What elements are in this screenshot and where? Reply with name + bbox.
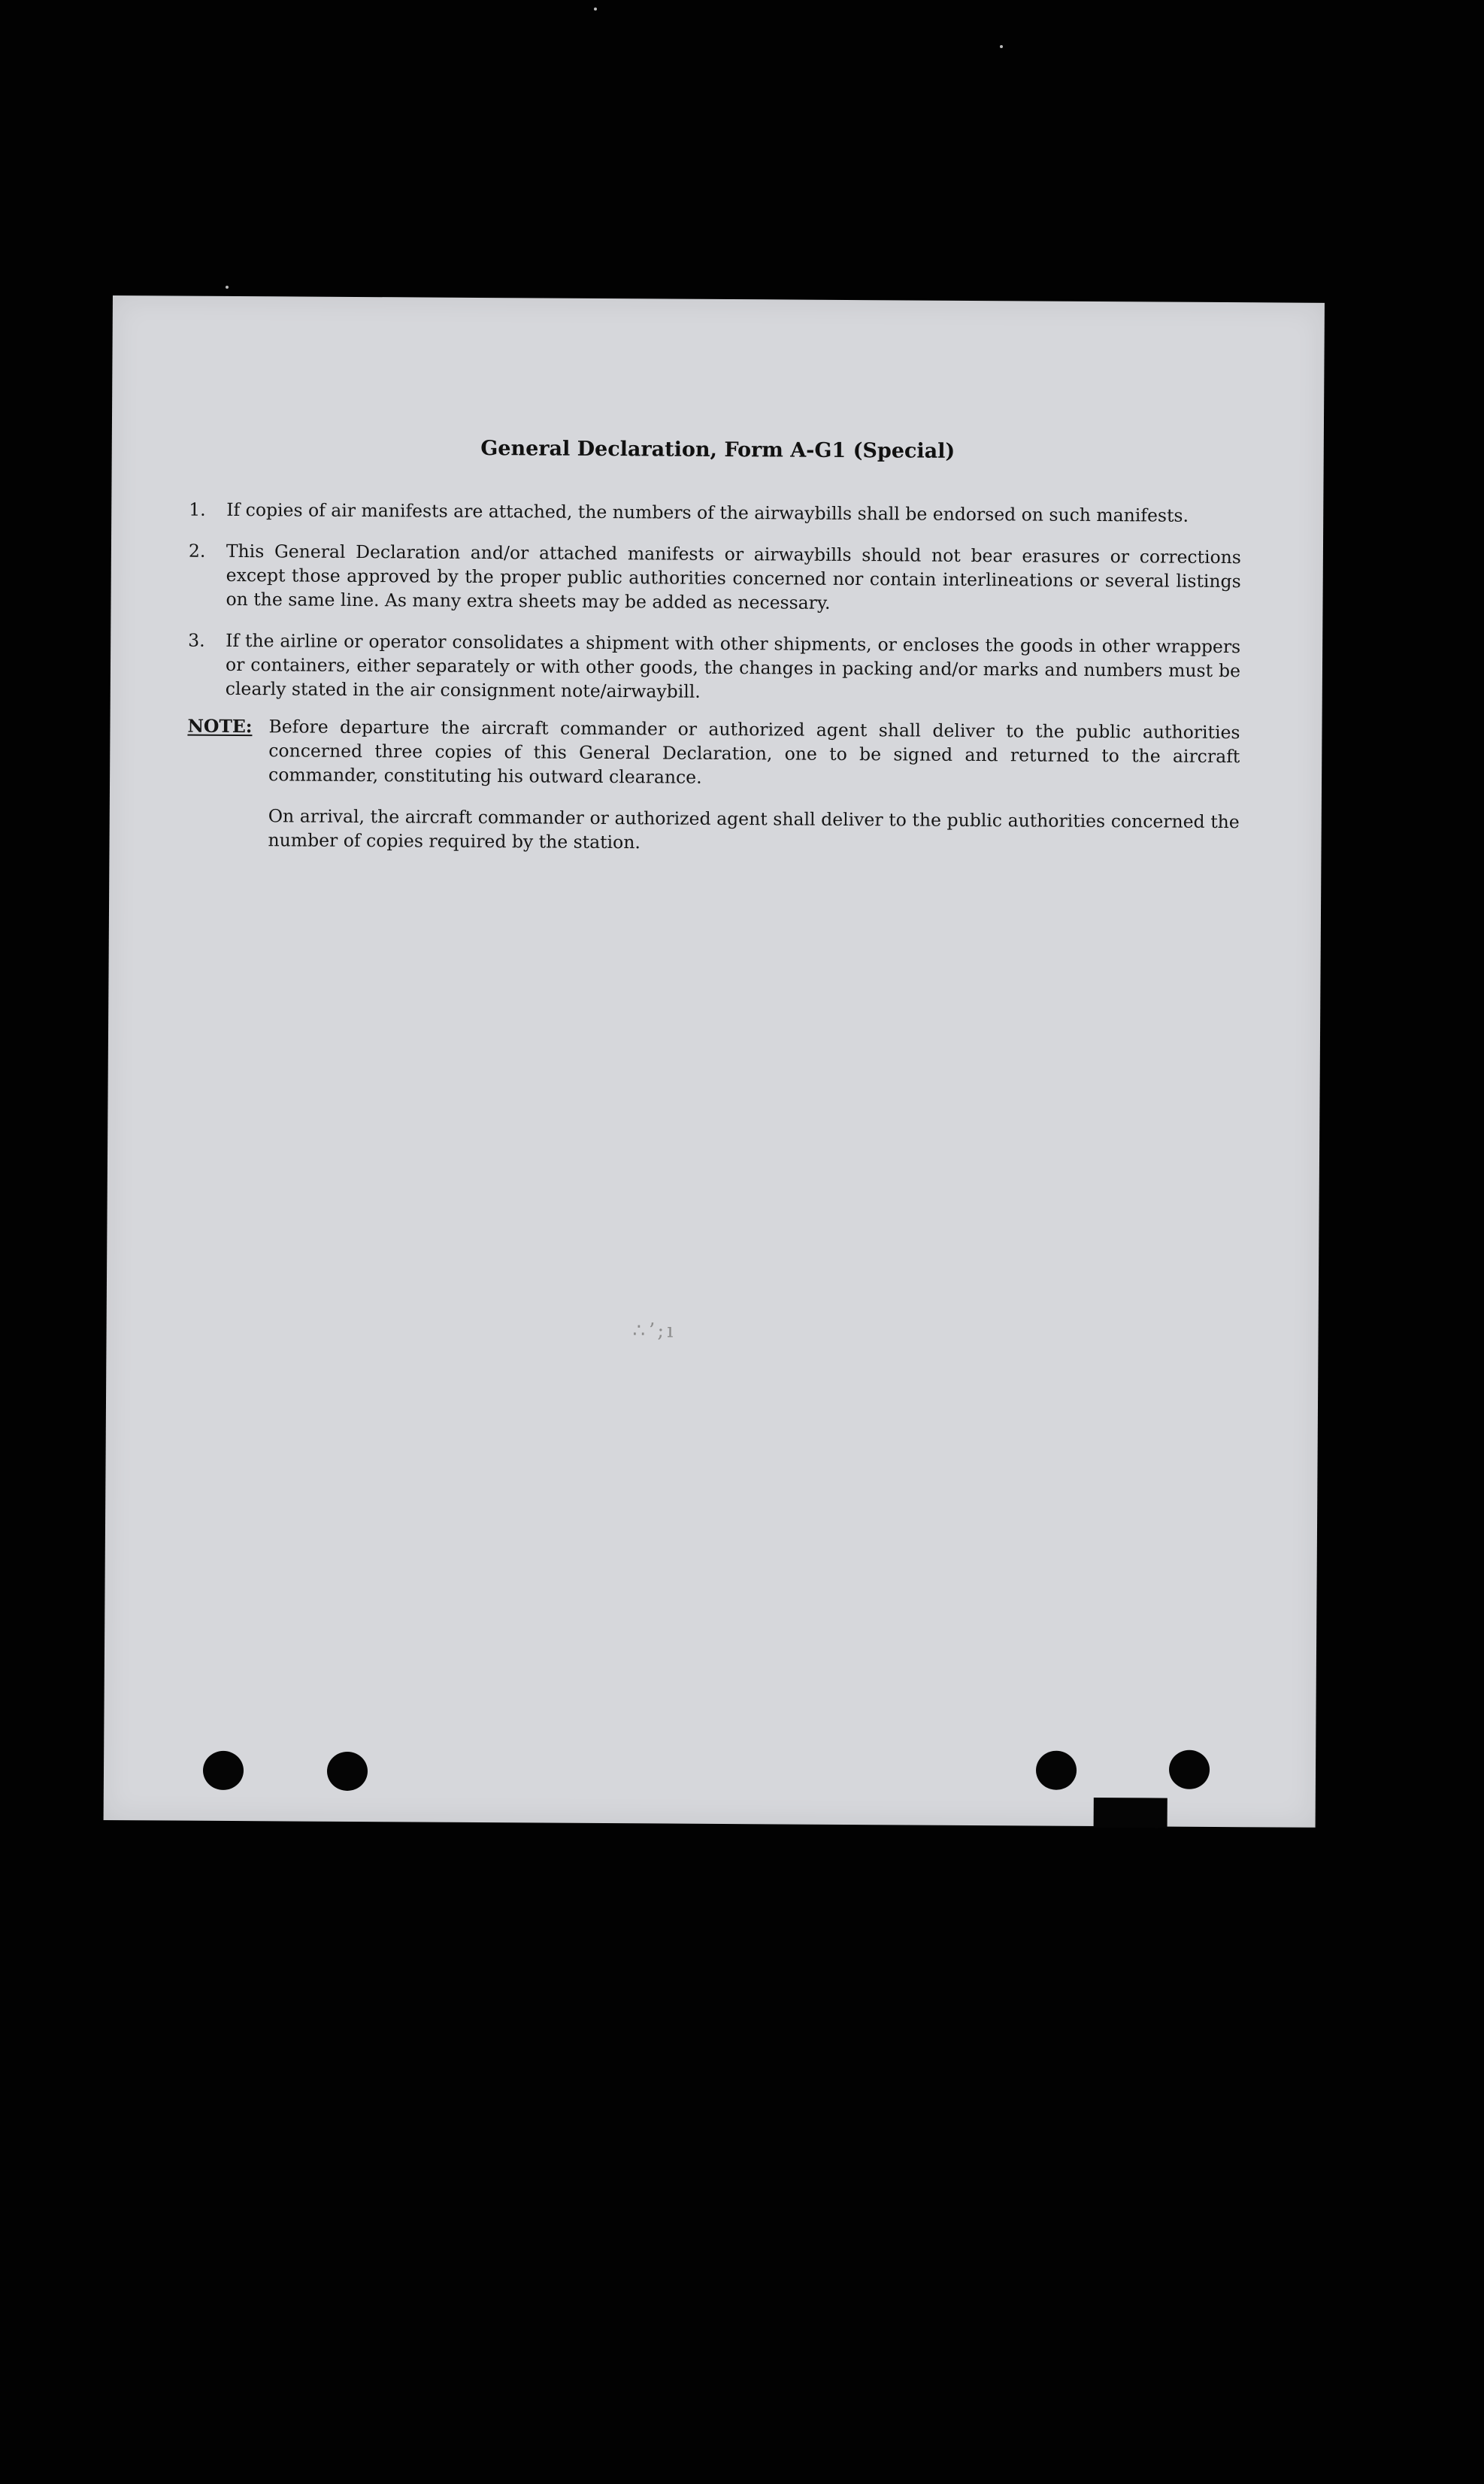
note-paragraph: On arrival, the aircraft commander or authorized agent shall deliver to the public authorities concerned the number of copies required by the station. xyxy=(268,805,1240,853)
item-text: If copies of air manifests are attached, the numbers of the airwaybills shall be endorsed on such manifests. xyxy=(226,498,1189,526)
instruction-item xyxy=(188,629,1241,707)
form-title: General Declaration, Form A-G1 (Special) xyxy=(480,436,956,463)
item-number: 3. xyxy=(188,629,205,651)
item-text: This General Declaration and/or attached manifests or airwaybills should not bear erasures or corrections except those approved by the proper public authorities concerned nor contain interlineations or several listings on the same line. As many extra sheets may be added as necessary. xyxy=(226,540,1241,613)
item-text: If the airline or operator consolidates a shipment with other shipments, or encloses the goods in other wrappers or containers, either separately or with other goods, the changes in packing and/or marks and numbers must be clearly stated in the air consignment note/airwaybill. xyxy=(225,629,1241,702)
note-paragraph: Before departure the aircraft commander or authorized agent shall deliver to the public authorities concerned three copies of this General Declaration, one to be signed and returned to the aircraft commander, constituting his outward clearance. xyxy=(268,716,1240,788)
note-body xyxy=(268,714,1240,875)
punch-hole xyxy=(1169,1750,1210,1789)
dust-speck xyxy=(1000,45,1003,48)
dust-speck xyxy=(226,286,229,289)
faint-bleed-through-mark: ∴ʼ;ı xyxy=(632,1319,677,1343)
dust-speck xyxy=(594,8,597,11)
binding-tab xyxy=(1094,1798,1168,1828)
instruction-item xyxy=(189,498,1241,529)
note-section xyxy=(186,714,1240,876)
item-number: 1. xyxy=(189,498,206,520)
note-label: NOTE: xyxy=(187,715,253,738)
instruction-item xyxy=(188,539,1241,618)
item-number: 2. xyxy=(188,540,206,562)
form-sheet xyxy=(104,295,1325,1828)
punch-hole xyxy=(327,1752,368,1791)
punch-hole xyxy=(203,1751,244,1790)
punch-hole xyxy=(1036,1751,1077,1790)
instruction-list xyxy=(188,498,1242,725)
